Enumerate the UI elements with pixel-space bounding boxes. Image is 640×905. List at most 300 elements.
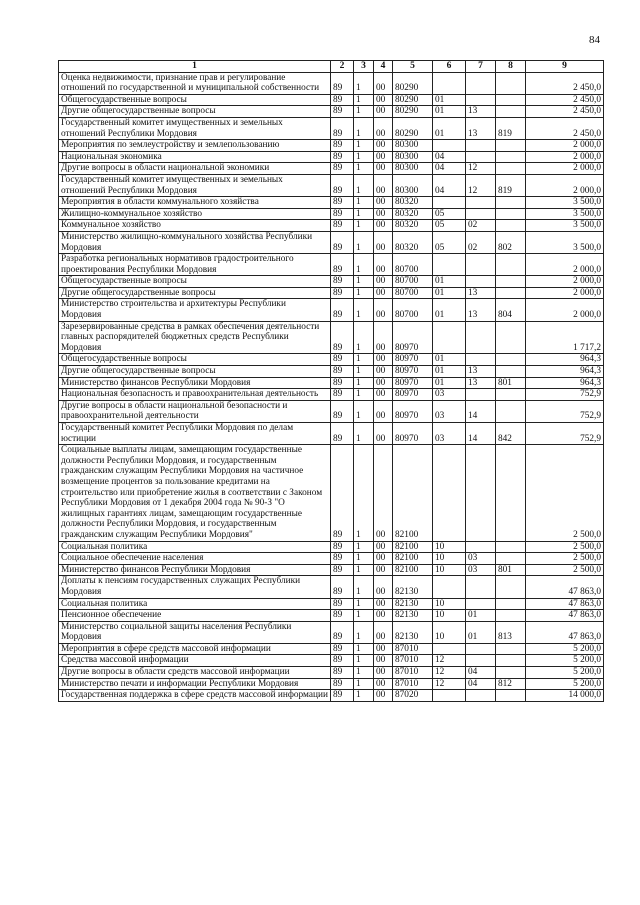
row-code: 1 bbox=[354, 72, 374, 94]
row-amount: 752,9 bbox=[526, 423, 604, 445]
table-row bbox=[59, 445, 604, 541]
column-header: 7 bbox=[466, 61, 496, 73]
row-code: 89 bbox=[331, 163, 354, 175]
row-description: Государственная поддержка в сфере средств массовой информации bbox=[59, 690, 331, 702]
row-description: Национальная экономика bbox=[59, 151, 331, 163]
row-code bbox=[466, 208, 496, 220]
row-amount: 2 000,0 bbox=[526, 174, 604, 196]
row-code: 03 bbox=[433, 389, 466, 401]
row-code: 03 bbox=[433, 400, 466, 422]
row-description: Министерство печати и информации Республики Мордовия bbox=[59, 678, 331, 690]
row-code: 1 bbox=[354, 197, 374, 209]
header-row bbox=[59, 61, 604, 73]
table-row bbox=[59, 576, 604, 598]
row-code: 89 bbox=[331, 354, 354, 366]
row-code bbox=[496, 163, 526, 175]
row-code: 13 bbox=[466, 106, 496, 118]
row-amount: 752,9 bbox=[526, 400, 604, 422]
row-code: 00 bbox=[374, 541, 393, 553]
row-code: 89 bbox=[331, 94, 354, 106]
row-code bbox=[466, 354, 496, 366]
budget-table bbox=[58, 60, 604, 702]
row-code: 1 bbox=[354, 94, 374, 106]
row-code: 1 bbox=[354, 220, 374, 232]
row-amount: 964,3 bbox=[526, 354, 604, 366]
row-code: 1 bbox=[354, 643, 374, 655]
row-amount: 2 000,0 bbox=[526, 276, 604, 288]
row-code: 89 bbox=[331, 564, 354, 576]
row-code: 89 bbox=[331, 197, 354, 209]
row-code: 01 bbox=[433, 276, 466, 288]
column-header: 6 bbox=[433, 61, 466, 73]
row-code: 13 bbox=[466, 287, 496, 299]
row-code: 813 bbox=[496, 621, 526, 643]
row-code: 01 bbox=[433, 354, 466, 366]
row-code: 80290 bbox=[393, 94, 433, 106]
table-row bbox=[59, 321, 604, 354]
row-amount: 2 000,0 bbox=[526, 299, 604, 321]
row-code: 1 bbox=[354, 445, 374, 541]
row-code: 13 bbox=[466, 377, 496, 389]
table-row bbox=[59, 610, 604, 622]
row-description: Другие общегосударственные вопросы bbox=[59, 106, 331, 118]
row-code: 00 bbox=[374, 553, 393, 565]
row-code bbox=[466, 140, 496, 152]
row-code: 89 bbox=[331, 287, 354, 299]
row-code: 89 bbox=[331, 621, 354, 643]
table-row bbox=[59, 220, 604, 232]
row-code bbox=[496, 151, 526, 163]
row-code: 80290 bbox=[393, 106, 433, 118]
table-row bbox=[59, 117, 604, 139]
row-amount: 47 863,0 bbox=[526, 610, 604, 622]
row-description: Министерство социальной защиты населения Республики Мордовия bbox=[59, 621, 331, 643]
row-code bbox=[496, 445, 526, 541]
row-code: 1 bbox=[354, 117, 374, 139]
row-amount: 964,3 bbox=[526, 377, 604, 389]
row-code: 03 bbox=[466, 564, 496, 576]
column-header: 2 bbox=[331, 61, 354, 73]
row-code: 89 bbox=[331, 299, 354, 321]
table-row bbox=[59, 678, 604, 690]
row-amount: 3 500,0 bbox=[526, 208, 604, 220]
row-code: 80290 bbox=[393, 72, 433, 94]
row-code: 00 bbox=[374, 690, 393, 702]
table-row bbox=[59, 389, 604, 401]
row-description: Другие вопросы в области национальной экономики bbox=[59, 163, 331, 175]
row-code: 819 bbox=[496, 174, 526, 196]
row-code: 80320 bbox=[393, 208, 433, 220]
row-code: 80700 bbox=[393, 276, 433, 288]
row-code: 01 bbox=[433, 94, 466, 106]
table-row bbox=[59, 541, 604, 553]
row-description: Разработка региональных нормативов градостроительного проектирования Республики Мордовия bbox=[59, 254, 331, 276]
row-code: 13 bbox=[466, 117, 496, 139]
row-code: 1 bbox=[354, 106, 374, 118]
table-row bbox=[59, 423, 604, 445]
table-row bbox=[59, 163, 604, 175]
row-code: 1 bbox=[354, 553, 374, 565]
row-code bbox=[466, 254, 496, 276]
row-code: 12 bbox=[433, 655, 466, 667]
row-amount: 2 500,0 bbox=[526, 445, 604, 541]
row-code: 89 bbox=[331, 321, 354, 354]
row-code: 00 bbox=[374, 377, 393, 389]
row-amount: 3 500,0 bbox=[526, 231, 604, 253]
row-code: 01 bbox=[433, 287, 466, 299]
row-description: Другие вопросы в области национальной безопасности и правоохранительной деятельности bbox=[59, 400, 331, 422]
row-code: 00 bbox=[374, 220, 393, 232]
row-code: 00 bbox=[374, 678, 393, 690]
row-amount: 5 200,0 bbox=[526, 643, 604, 655]
table-row bbox=[59, 553, 604, 565]
table-row bbox=[59, 621, 604, 643]
row-code: 10 bbox=[433, 621, 466, 643]
row-code: 812 bbox=[496, 678, 526, 690]
row-code bbox=[496, 610, 526, 622]
row-code bbox=[433, 197, 466, 209]
row-code: 00 bbox=[374, 576, 393, 598]
row-description: Общегосударственные вопросы bbox=[59, 276, 331, 288]
row-code bbox=[496, 354, 526, 366]
row-code bbox=[466, 541, 496, 553]
row-code: 80290 bbox=[393, 117, 433, 139]
row-amount: 752,9 bbox=[526, 389, 604, 401]
row-description: Министерство финансов Республики Мордовия bbox=[59, 377, 331, 389]
row-code: 01 bbox=[433, 366, 466, 378]
row-code bbox=[466, 197, 496, 209]
row-description: Министерство финансов Республики Мордовия bbox=[59, 564, 331, 576]
row-code: 00 bbox=[374, 163, 393, 175]
row-code: 00 bbox=[374, 366, 393, 378]
row-code: 03 bbox=[433, 423, 466, 445]
row-code: 01 bbox=[466, 621, 496, 643]
row-code: 80300 bbox=[393, 163, 433, 175]
row-amount: 2 500,0 bbox=[526, 564, 604, 576]
row-code: 80320 bbox=[393, 197, 433, 209]
table-row bbox=[59, 299, 604, 321]
row-description: Национальная безопасность и правоохранительная деятельность bbox=[59, 389, 331, 401]
table-row bbox=[59, 197, 604, 209]
row-code: 89 bbox=[331, 445, 354, 541]
row-code bbox=[466, 690, 496, 702]
row-code bbox=[433, 445, 466, 541]
row-amount: 2 000,0 bbox=[526, 287, 604, 299]
row-code: 842 bbox=[496, 423, 526, 445]
row-code: 05 bbox=[433, 231, 466, 253]
row-description: Оценка недвижимости, признание прав и регулирование отношений по государственной и муниципальной собственности bbox=[59, 72, 331, 94]
table-row bbox=[59, 377, 604, 389]
row-code: 1 bbox=[354, 151, 374, 163]
row-amount: 2 000,0 bbox=[526, 140, 604, 152]
row-code: 89 bbox=[331, 655, 354, 667]
row-code: 00 bbox=[374, 598, 393, 610]
row-code: 1 bbox=[354, 174, 374, 196]
row-description: Социальные выплаты лицам, замещающим государственные должности Республики Мордовия, и государственным гражданским служащим Республики Мордовия на частичное возмещение процентов за пользование кредитами на строительство или приобретение жилья в соответствии с Законом Республики Мордовия от 1 декабря 2004 года № 90-З "О жилищных гарантиях лицам, замещающим государственные должности Республики Мордовия, и государственным гражданским служащим Республики Мордовия" bbox=[59, 445, 331, 541]
row-code: 89 bbox=[331, 366, 354, 378]
row-code: 1 bbox=[354, 231, 374, 253]
row-code: 1 bbox=[354, 678, 374, 690]
row-code: 89 bbox=[331, 690, 354, 702]
row-description: Государственный комитет имущественных и земельных отношений Республики Мордовия bbox=[59, 174, 331, 196]
row-code bbox=[433, 643, 466, 655]
row-code: 89 bbox=[331, 610, 354, 622]
row-description: Социальная политика bbox=[59, 541, 331, 553]
row-code bbox=[496, 287, 526, 299]
row-code bbox=[496, 220, 526, 232]
table-row bbox=[59, 208, 604, 220]
row-code bbox=[466, 598, 496, 610]
row-code: 1 bbox=[354, 354, 374, 366]
row-code: 89 bbox=[331, 389, 354, 401]
row-amount: 2 000,0 bbox=[526, 151, 604, 163]
row-code: 1 bbox=[354, 598, 374, 610]
column-header: 1 bbox=[59, 61, 331, 73]
row-description: Министерство жилищно-коммунального хозяйства Республики Мордовия bbox=[59, 231, 331, 253]
table-body bbox=[59, 72, 604, 701]
row-description: Мероприятия в сфере средств массовой информации bbox=[59, 643, 331, 655]
row-code bbox=[433, 576, 466, 598]
column-header: 5 bbox=[393, 61, 433, 73]
table-row bbox=[59, 643, 604, 655]
row-code bbox=[496, 400, 526, 422]
row-code: 1 bbox=[354, 254, 374, 276]
row-code: 10 bbox=[433, 541, 466, 553]
row-description: Социальное обеспечение населения bbox=[59, 553, 331, 565]
row-amount: 47 863,0 bbox=[526, 576, 604, 598]
row-code: 82100 bbox=[393, 553, 433, 565]
row-description: Жилищно-коммунальное хозяйство bbox=[59, 208, 331, 220]
row-code bbox=[466, 72, 496, 94]
row-code bbox=[496, 94, 526, 106]
row-code: 87010 bbox=[393, 643, 433, 655]
row-code: 89 bbox=[331, 276, 354, 288]
row-code: 10 bbox=[433, 564, 466, 576]
row-code: 1 bbox=[354, 140, 374, 152]
row-code bbox=[496, 667, 526, 679]
row-code: 89 bbox=[331, 106, 354, 118]
row-code: 80970 bbox=[393, 423, 433, 445]
row-code bbox=[466, 276, 496, 288]
row-code bbox=[433, 321, 466, 354]
row-code: 03 bbox=[466, 553, 496, 565]
row-code: 00 bbox=[374, 151, 393, 163]
row-code: 80320 bbox=[393, 220, 433, 232]
table-row bbox=[59, 106, 604, 118]
row-code: 87020 bbox=[393, 690, 433, 702]
row-code: 80970 bbox=[393, 366, 433, 378]
row-code: 00 bbox=[374, 643, 393, 655]
page-number: 84 bbox=[589, 34, 600, 46]
row-amount: 47 863,0 bbox=[526, 598, 604, 610]
column-header: 8 bbox=[496, 61, 526, 73]
row-code: 87010 bbox=[393, 678, 433, 690]
row-code: 10 bbox=[433, 598, 466, 610]
row-code: 1 bbox=[354, 576, 374, 598]
row-code: 89 bbox=[331, 254, 354, 276]
row-code bbox=[496, 140, 526, 152]
row-code: 01 bbox=[433, 117, 466, 139]
row-code bbox=[496, 655, 526, 667]
row-description: Социальная политика bbox=[59, 598, 331, 610]
row-code: 00 bbox=[374, 276, 393, 288]
table-row bbox=[59, 174, 604, 196]
row-code: 1 bbox=[354, 276, 374, 288]
table-row bbox=[59, 276, 604, 288]
row-code: 80320 bbox=[393, 231, 433, 253]
row-code bbox=[496, 208, 526, 220]
row-code: 80300 bbox=[393, 174, 433, 196]
row-code: 00 bbox=[374, 94, 393, 106]
table-row bbox=[59, 667, 604, 679]
row-code bbox=[496, 106, 526, 118]
row-code bbox=[496, 197, 526, 209]
row-description: Другие общегосударственные вопросы bbox=[59, 287, 331, 299]
row-code: 82130 bbox=[393, 621, 433, 643]
row-code: 89 bbox=[331, 208, 354, 220]
row-code: 00 bbox=[374, 423, 393, 445]
table-row bbox=[59, 400, 604, 422]
row-code: 89 bbox=[331, 231, 354, 253]
row-code: 80970 bbox=[393, 354, 433, 366]
row-code: 04 bbox=[466, 678, 496, 690]
row-code: 82130 bbox=[393, 610, 433, 622]
row-code bbox=[466, 94, 496, 106]
row-amount: 5 200,0 bbox=[526, 655, 604, 667]
row-code: 1 bbox=[354, 667, 374, 679]
row-code: 12 bbox=[433, 667, 466, 679]
table-row bbox=[59, 690, 604, 702]
row-amount: 47 863,0 bbox=[526, 621, 604, 643]
row-code: 04 bbox=[466, 667, 496, 679]
row-code: 1 bbox=[354, 610, 374, 622]
table-row bbox=[59, 140, 604, 152]
row-code bbox=[496, 598, 526, 610]
row-amount: 5 200,0 bbox=[526, 678, 604, 690]
row-description: Доплаты к пенсиям государственных служащих Республики Мордовия bbox=[59, 576, 331, 598]
row-code: 1 bbox=[354, 389, 374, 401]
row-code: 89 bbox=[331, 117, 354, 139]
row-code: 819 bbox=[496, 117, 526, 139]
row-code: 1 bbox=[354, 655, 374, 667]
row-code: 13 bbox=[466, 366, 496, 378]
row-code bbox=[496, 254, 526, 276]
row-code bbox=[496, 72, 526, 94]
row-code: 80970 bbox=[393, 377, 433, 389]
table-row bbox=[59, 151, 604, 163]
row-code bbox=[496, 643, 526, 655]
row-code bbox=[466, 655, 496, 667]
row-code: 05 bbox=[433, 208, 466, 220]
row-description: Мероприятия в области коммунального хозяйства bbox=[59, 197, 331, 209]
row-description: Общегосударственные вопросы bbox=[59, 354, 331, 366]
row-code: 1 bbox=[354, 287, 374, 299]
row-code: 00 bbox=[374, 231, 393, 253]
row-code bbox=[433, 690, 466, 702]
row-code: 14 bbox=[466, 400, 496, 422]
row-amount: 2 450,0 bbox=[526, 106, 604, 118]
row-code: 00 bbox=[374, 174, 393, 196]
row-code: 80970 bbox=[393, 389, 433, 401]
row-code: 00 bbox=[374, 106, 393, 118]
row-code: 89 bbox=[331, 667, 354, 679]
row-code: 1 bbox=[354, 163, 374, 175]
row-code: 82130 bbox=[393, 576, 433, 598]
row-code bbox=[466, 576, 496, 598]
row-description: Коммунальное хозяйство bbox=[59, 220, 331, 232]
row-code: 1 bbox=[354, 690, 374, 702]
row-code: 89 bbox=[331, 423, 354, 445]
row-amount: 3 500,0 bbox=[526, 220, 604, 232]
table-row bbox=[59, 366, 604, 378]
row-code: 1 bbox=[354, 299, 374, 321]
row-code: 13 bbox=[466, 299, 496, 321]
row-code bbox=[496, 366, 526, 378]
row-code: 801 bbox=[496, 564, 526, 576]
row-code: 80700 bbox=[393, 299, 433, 321]
row-code bbox=[466, 643, 496, 655]
row-description: Зарезервированные средства в рамках обеспечения деятельности главных распорядителей бюджетных средств Республики Мордовия bbox=[59, 321, 331, 354]
row-code: 1 bbox=[354, 423, 374, 445]
row-code: 00 bbox=[374, 117, 393, 139]
row-code: 14 bbox=[466, 423, 496, 445]
row-code bbox=[433, 254, 466, 276]
row-code: 01 bbox=[433, 377, 466, 389]
row-code: 00 bbox=[374, 208, 393, 220]
column-header: 9 bbox=[526, 61, 604, 73]
row-code: 80700 bbox=[393, 254, 433, 276]
row-code: 804 bbox=[496, 299, 526, 321]
row-code: 00 bbox=[374, 621, 393, 643]
row-code: 89 bbox=[331, 174, 354, 196]
row-code bbox=[496, 690, 526, 702]
row-code: 10 bbox=[433, 610, 466, 622]
row-code: 12 bbox=[466, 163, 496, 175]
row-code: 89 bbox=[331, 377, 354, 389]
table-row bbox=[59, 655, 604, 667]
row-code bbox=[466, 151, 496, 163]
row-code: 00 bbox=[374, 72, 393, 94]
row-code: 87010 bbox=[393, 655, 433, 667]
row-amount: 1 717,2 bbox=[526, 321, 604, 354]
row-code: 89 bbox=[331, 151, 354, 163]
row-description: Другие вопросы в области средств массовой информации bbox=[59, 667, 331, 679]
row-amount: 2 000,0 bbox=[526, 163, 604, 175]
row-code bbox=[496, 276, 526, 288]
row-code: 00 bbox=[374, 254, 393, 276]
row-code: 00 bbox=[374, 287, 393, 299]
row-description: Пенсионное обеспечение bbox=[59, 610, 331, 622]
row-code bbox=[433, 72, 466, 94]
row-code: 04 bbox=[433, 163, 466, 175]
table-row bbox=[59, 94, 604, 106]
row-code: 89 bbox=[331, 678, 354, 690]
table-row bbox=[59, 598, 604, 610]
row-code: 00 bbox=[374, 140, 393, 152]
row-code: 1 bbox=[354, 208, 374, 220]
row-description: Мероприятия по землеустройству и землепользованию bbox=[59, 140, 331, 152]
row-code: 02 bbox=[466, 220, 496, 232]
row-code: 89 bbox=[331, 400, 354, 422]
row-code: 00 bbox=[374, 564, 393, 576]
row-code: 01 bbox=[466, 610, 496, 622]
row-code: 89 bbox=[331, 72, 354, 94]
row-code bbox=[466, 389, 496, 401]
row-code: 82100 bbox=[393, 445, 433, 541]
table-row bbox=[59, 354, 604, 366]
row-code: 89 bbox=[331, 220, 354, 232]
row-description: Общегосударственные вопросы bbox=[59, 94, 331, 106]
